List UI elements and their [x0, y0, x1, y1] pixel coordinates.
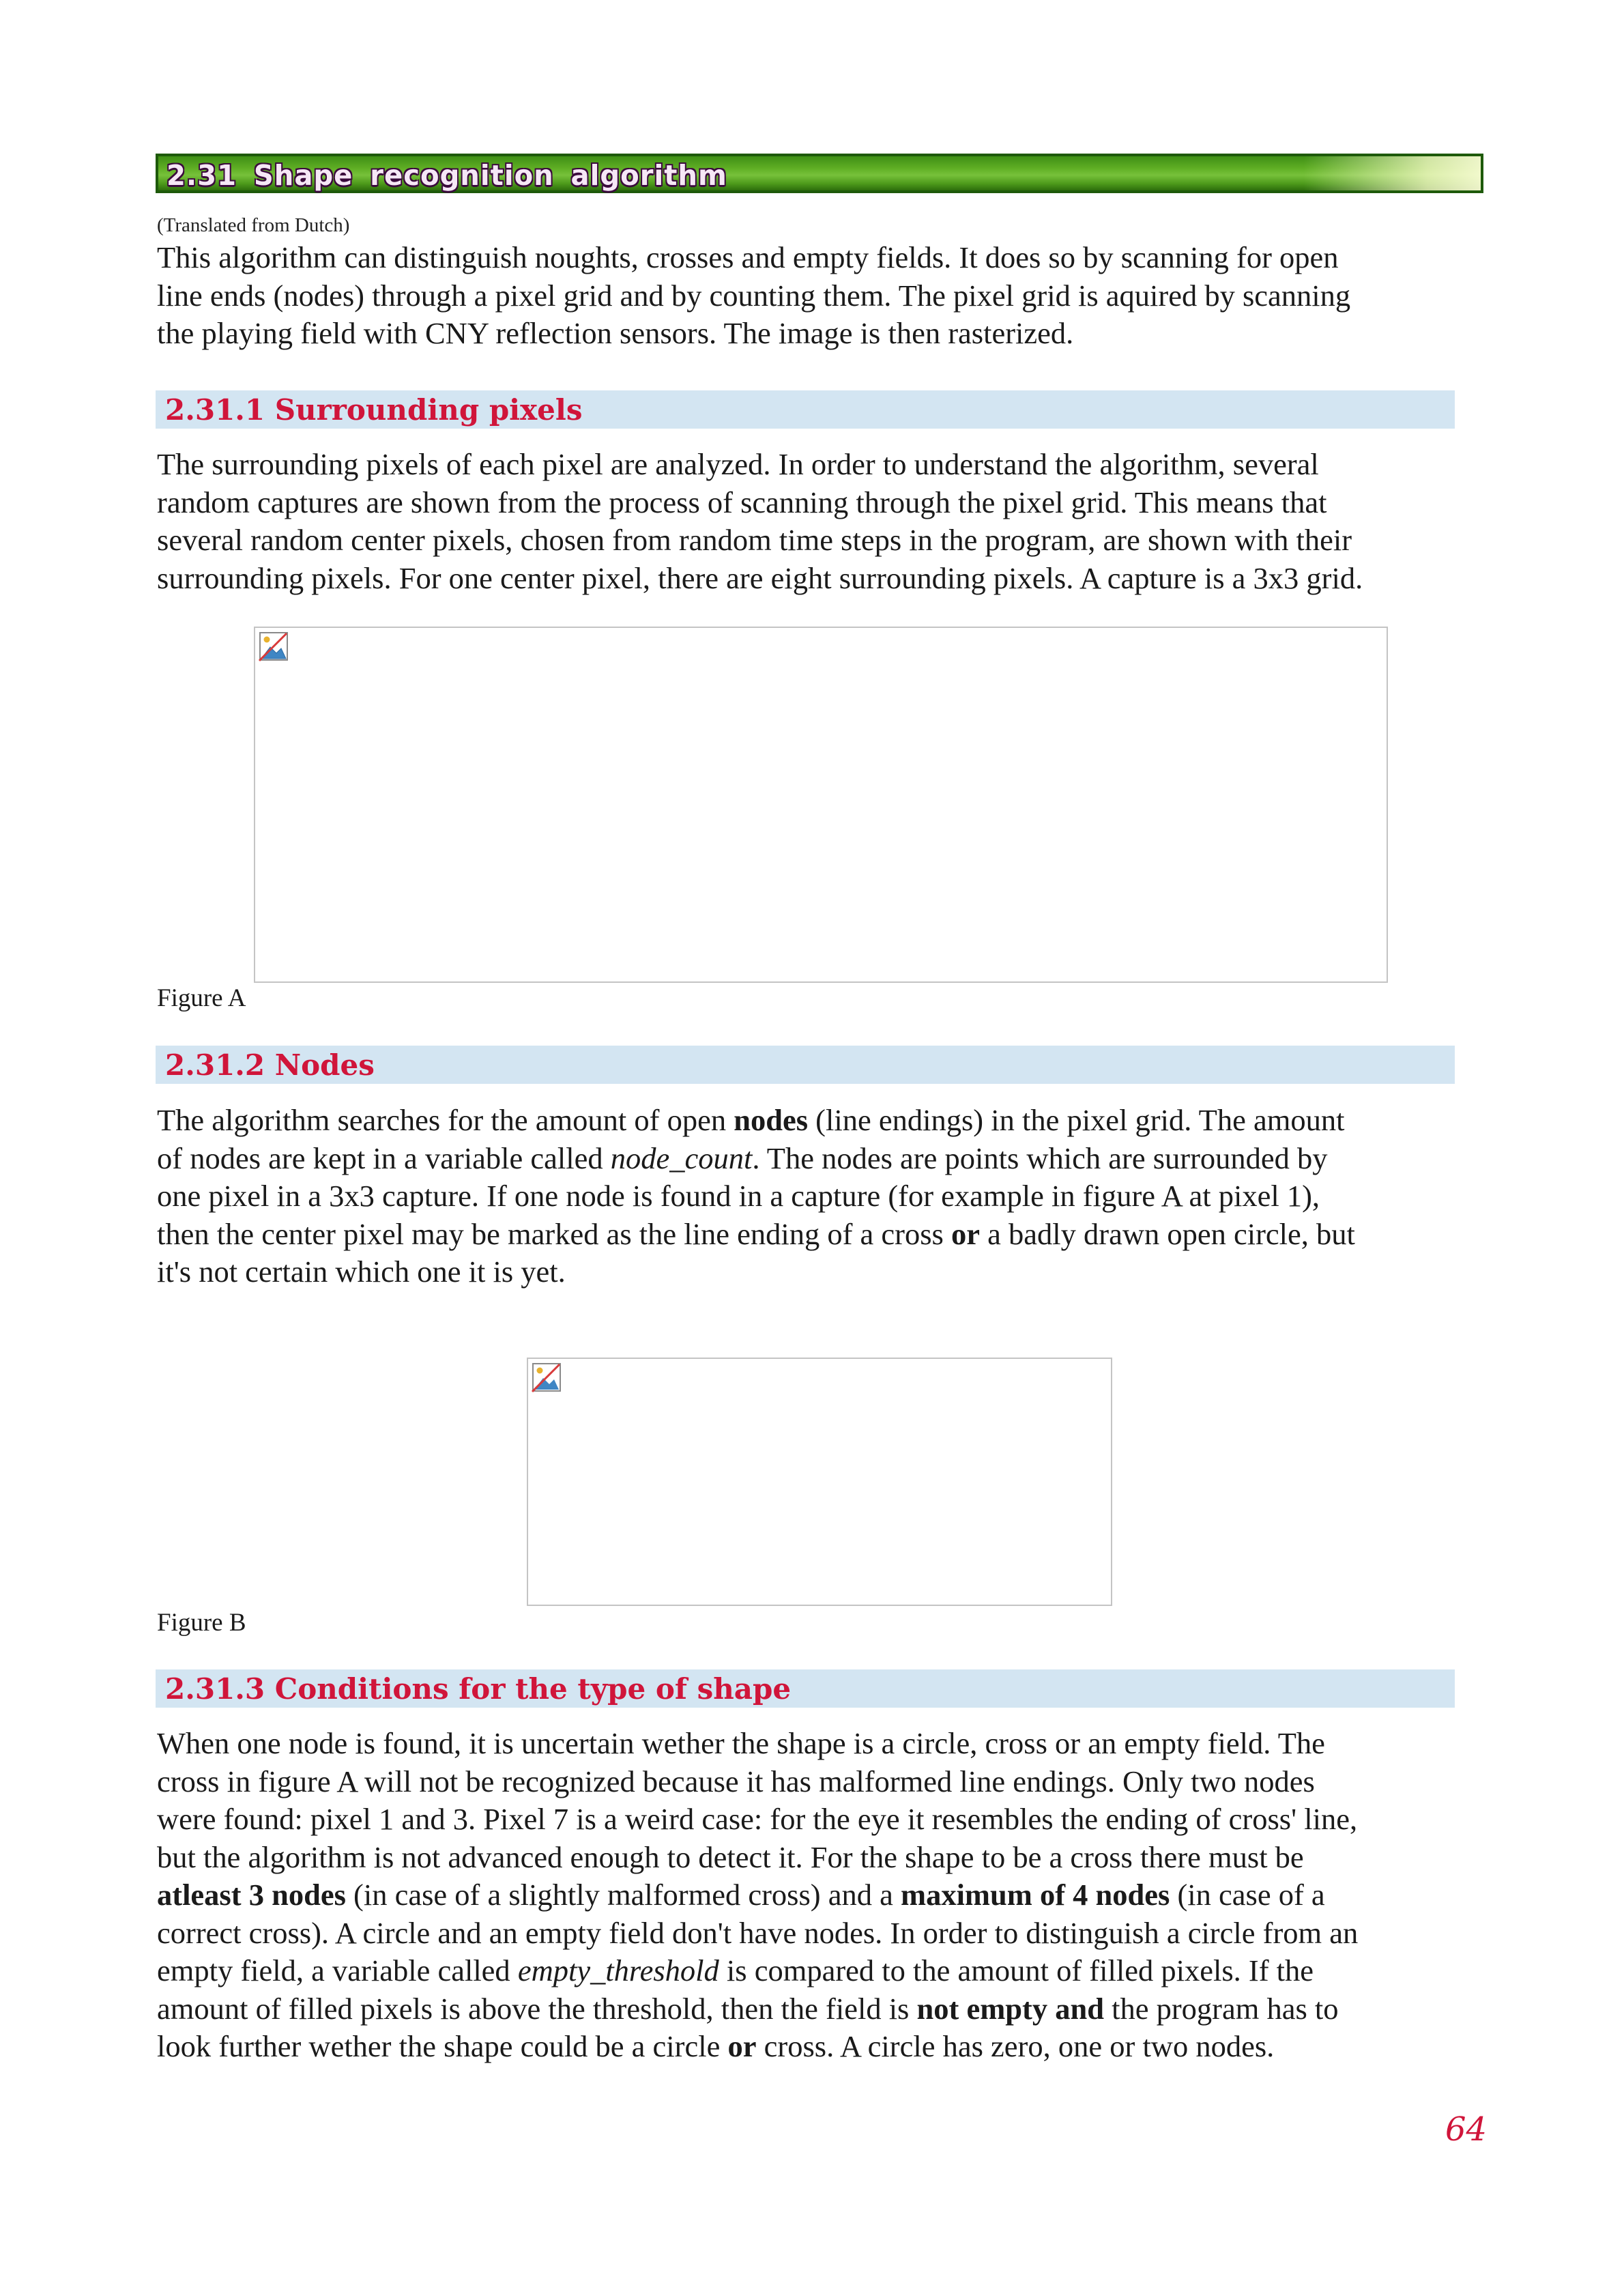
figure-a-image: [254, 627, 1388, 983]
paragraph-line: The surrounding pixels of each pixel are analyzed. In order to understand the algorithm, several: [157, 447, 1319, 481]
section-heading-nodes: [156, 1046, 1455, 1084]
chapter-title-bar: [156, 154, 1483, 193]
paragraph-line: surrounding pixels. For one center pixel, there are eight surrounding pixels. A capture is a 3x3 grid.: [157, 560, 1363, 595]
section-heading-text: 2.31.2 Nodes: [165, 1048, 375, 1082]
surrounding-pixels-paragraph: [157, 446, 1508, 597]
paragraph-line: random captures are shown from the process of scanning through the pixel grid. This means that: [157, 485, 1327, 519]
paragraph-line: several random center pixels, chosen from random time steps in the program, are shown with their: [157, 523, 1352, 557]
figure-b-caption: Figure B: [157, 1609, 246, 1637]
section-heading-text: 2.31.3 Conditions for the type of shape: [165, 1672, 792, 1706]
paragraph-line: atleast 3 nodes (in case of a slightly malformed cross) and a maximum of 4 nodes (in case of a: [157, 1878, 1325, 1912]
paragraph-line: empty field, a variable called empty_threshold is compared to the amount of filled pixels. If the: [157, 1953, 1314, 1988]
intro-line: This algorithm can distinguish noughts, crosses and empty fields. It does so by scanning for open: [157, 240, 1339, 274]
intro-paragraph: [157, 239, 1508, 353]
paragraph-line: look further wether the shape could be a circle or cross. A circle has zero, one or two nodes.: [157, 2029, 1275, 2063]
page-number: 64: [1445, 2110, 1488, 2149]
paragraph-line: The algorithm searches for the amount of open nodes (line endings) in the pixel grid. The amount: [157, 1103, 1345, 1137]
paragraph-line: amount of filled pixels is above the threshold, then the field is not empty and the program has to: [157, 1991, 1339, 2026]
paragraph-line: one pixel in a 3x3 capture. If one node is found in a capture (for example in figure A at pixel 1),: [157, 1179, 1320, 1213]
conditions-paragraph: [157, 1725, 1508, 2066]
section-heading-surrounding-pixels: [156, 390, 1455, 429]
section-heading-conditions: [156, 1669, 1455, 1708]
nodes-paragraph: [157, 1102, 1508, 1291]
figure-a-caption: Figure A: [157, 984, 246, 1012]
intro-line: line ends (nodes) through a pixel grid and by counting them. The pixel grid is aquired by scanning: [157, 278, 1351, 313]
paragraph-line: correct cross). A circle and an empty field don't have nodes. In order to distinguish a circle from an: [157, 1915, 1359, 1950]
paragraph-line: it's not certain which one it is yet.: [157, 1254, 566, 1289]
figure-b-image: [527, 1358, 1112, 1606]
section-heading-text: 2.31.1 Surrounding pixels: [165, 393, 583, 427]
paragraph-line: When one node is found, it is uncertain wether the shape is a circle, cross or an empty field. The: [157, 1726, 1325, 1760]
paragraph-line: cross in figure A will not be recognized because it has malformed line endings. Only two nodes: [157, 1764, 1315, 1798]
paragraph-line: then the center pixel may be marked as the line ending of a cross or a badly drawn open circle, but: [157, 1216, 1355, 1251]
paragraph-line: but the algorithm is not advanced enough to detect it. For the shape to be a cross there must be: [157, 1839, 1304, 1874]
paragraph-line: of nodes are kept in a variable called node_count. The nodes are points which are surrounded by: [157, 1140, 1328, 1175]
broken-image-icon: [257, 629, 291, 663]
translation-note: (Translated from Dutch): [157, 214, 350, 236]
paragraph-line: were found: pixel 1 and 3. Pixel 7 is a weird case: for the eye it resembles the ending of cross' line,: [157, 1802, 1358, 1836]
chapter-title: 2.31 Shape recognition algorithm: [166, 159, 727, 192]
broken-image-icon: [530, 1360, 564, 1394]
intro-line: the playing field with CNY reflection sensors. The image is then rasterized.: [157, 316, 1074, 350]
